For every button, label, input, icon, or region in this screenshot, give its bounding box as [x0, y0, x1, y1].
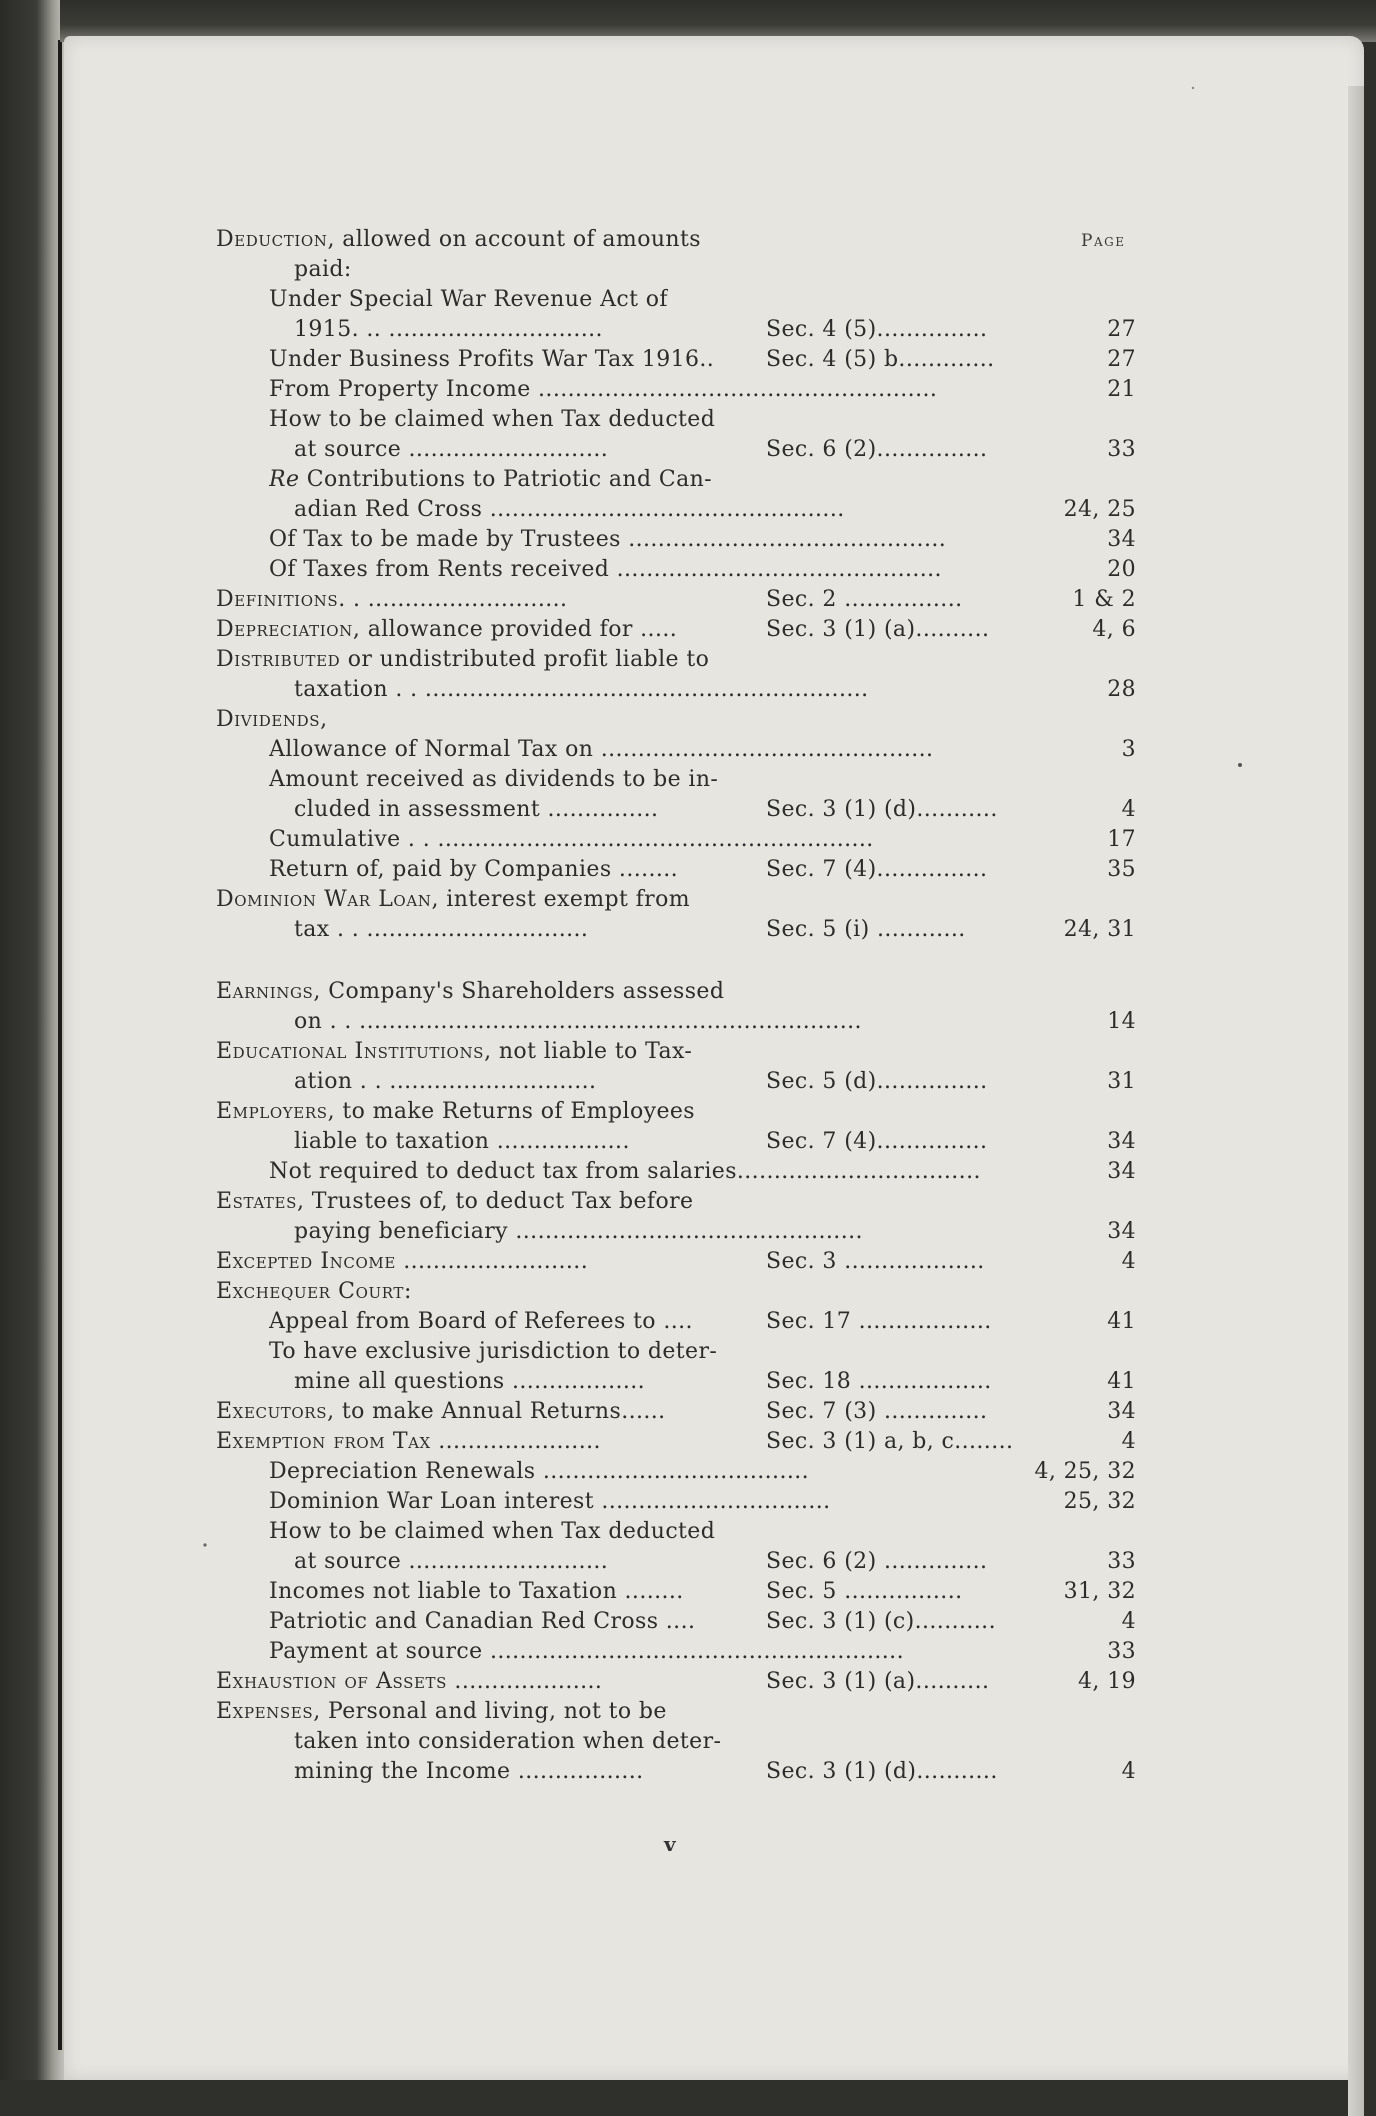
- entry-description: ......................: [430, 1429, 601, 1454]
- page-reference: 34: [1107, 1399, 1136, 1424]
- section-reference: Sec. 3 (1) (c)...........: [766, 1609, 996, 1634]
- entry-description: paid:: [294, 257, 352, 282]
- entry-description: , not liable to Tax-: [484, 1039, 693, 1064]
- entry-text: [269, 735, 933, 765]
- entry-text: [294, 795, 658, 825]
- section-reference: Sec. 7 (4)...............: [766, 857, 988, 882]
- entry-description: cluded in assessment ...............: [294, 797, 659, 822]
- index-entry: [216, 615, 1136, 645]
- index-entry: [216, 315, 1136, 345]
- page-reference: 41: [1107, 1309, 1136, 1334]
- entry-text: [216, 977, 724, 1007]
- page-reference: 24, 25: [1063, 497, 1136, 522]
- page-reference: 4, 19: [1078, 1669, 1136, 1694]
- index-entry: [216, 255, 1136, 285]
- section-reference: Sec. 3 (1) (a)..........: [766, 1669, 990, 1694]
- index-entry: [216, 1247, 1136, 1277]
- section-reference: Sec. 3 ...................: [766, 1249, 985, 1274]
- section-reference: Sec. 3 (1) (a)..........: [766, 617, 990, 642]
- entry-text: [269, 285, 668, 315]
- entry-description: . . ...........................: [338, 587, 568, 612]
- index-entry: [216, 915, 1136, 945]
- index-entry: [216, 525, 1136, 555]
- entry-description: Depreciation Renewals ....................................: [269, 1459, 810, 1484]
- index-entry: [216, 495, 1136, 525]
- entry-description: To have exclusive jurisdiction to deter-: [269, 1339, 718, 1364]
- page-reference: 20: [1107, 557, 1136, 582]
- entry-text: [216, 1037, 692, 1067]
- index-entry: [216, 1157, 1136, 1187]
- entry-text: [269, 405, 715, 435]
- entry-text: [216, 1667, 602, 1697]
- entry-text: [216, 1277, 412, 1307]
- entry-description: , allowed on account of amounts: [327, 227, 701, 252]
- entry-text: [269, 825, 874, 855]
- page-reference: 33: [1107, 1639, 1136, 1664]
- page-reference: 4: [1121, 1609, 1136, 1634]
- entry-description: From Property Income ......................................................: [269, 377, 938, 402]
- section-reference: Sec. 3 (1) a, b, c........: [766, 1429, 1014, 1454]
- entry-description: , interest exempt from: [431, 887, 690, 912]
- entry-text: [216, 615, 677, 645]
- page-reference: 4, 25, 32: [1034, 1459, 1136, 1484]
- page-column-heading: Page: [1081, 231, 1126, 251]
- entry-description: mining the Income .................: [294, 1759, 644, 1784]
- section-reference: Sec. 17 ..................: [766, 1309, 992, 1334]
- entry-description: on . . ....................................................................: [294, 1009, 862, 1034]
- entry-text: [216, 885, 690, 915]
- page-reference: 33: [1107, 1549, 1136, 1574]
- section-reference: Sec. 5 (i) ............: [766, 917, 966, 942]
- entry-text: [216, 585, 567, 615]
- entry-text: [294, 1217, 863, 1247]
- index-entry: [216, 465, 1136, 495]
- entry-description: 1915. .. .............................: [294, 317, 603, 342]
- index-entry: [216, 855, 1136, 885]
- entry-text: [216, 1397, 666, 1427]
- page-reference: 33: [1107, 437, 1136, 462]
- index-entry: [216, 795, 1136, 825]
- entry-text: [216, 705, 328, 735]
- entry-text: [294, 435, 608, 465]
- index-entry: [216, 1397, 1136, 1427]
- entry-description: Not required to deduct tax from salaries.................................: [269, 1159, 981, 1184]
- index-entry: [216, 705, 1136, 735]
- entry-text: [269, 1487, 831, 1517]
- entry-description: adian Red Cross ................................................: [294, 497, 845, 522]
- entry-description: paying beneficiary ...............................................: [294, 1219, 863, 1244]
- index-entry: [216, 1037, 1136, 1067]
- entry-text: [269, 1607, 695, 1637]
- entry-text: [269, 525, 946, 555]
- entry-heading: Deduction: [216, 227, 328, 252]
- entry-text: [269, 1517, 715, 1547]
- page-reference: 3: [1121, 737, 1136, 762]
- section-reference: Sec. 2 ................: [766, 587, 963, 612]
- page-edge: [1348, 86, 1364, 2116]
- entry-heading: Dividends: [216, 707, 321, 732]
- entry-description: Under Business Profits War Tax 1916..: [269, 347, 715, 372]
- entry-description: How to be claimed when Tax deducted: [269, 407, 716, 432]
- entry-text: [216, 1097, 695, 1127]
- index-entry: [216, 675, 1136, 705]
- entry-text: [294, 1127, 630, 1157]
- index-entry: [216, 1697, 1136, 1727]
- entry-description: , Personal and living, not to be: [313, 1699, 667, 1724]
- section-reference: Sec. 3 (1) (d)...........: [766, 1759, 998, 1784]
- entry-description: , to make Returns of Employees: [327, 1099, 695, 1124]
- index-entry: [216, 1187, 1136, 1217]
- index-entry: [216, 1607, 1136, 1637]
- entry-text: [216, 1697, 667, 1727]
- page-reference: 4: [1121, 1759, 1136, 1784]
- index-entry: [216, 585, 1136, 615]
- entry-description: ....................: [447, 1669, 603, 1694]
- index-entry: [216, 1067, 1136, 1097]
- page-reference: 34: [1107, 1129, 1136, 1154]
- entry-heading: Exhaustion of Assets: [216, 1669, 448, 1694]
- index-entry: [216, 1427, 1136, 1457]
- index-entry: [216, 1637, 1136, 1667]
- index-entry: [216, 765, 1136, 795]
- entry-heading: Dominion War Loan: [216, 887, 432, 912]
- entry-description: Cumulative . . ...........................................................: [269, 827, 874, 852]
- index-entry: [216, 405, 1136, 435]
- section-reference: Sec. 6 (2)...............: [766, 437, 988, 462]
- section-reference: Sec. 18 ..................: [766, 1369, 992, 1394]
- index-entry: [216, 1097, 1136, 1127]
- index-entry: [216, 1487, 1136, 1517]
- entry-description: Incomes not liable to Taxation ........: [269, 1579, 684, 1604]
- entry-heading: Employers: [216, 1099, 328, 1124]
- entry-heading: Definitions: [216, 587, 339, 612]
- entry-text: [269, 1157, 981, 1187]
- entry-description: Under Special War Revenue Act of: [269, 287, 668, 312]
- book-binding: [0, 0, 66, 2080]
- index-entry: [216, 225, 1136, 255]
- index-entry: [216, 1217, 1136, 1247]
- entry-description: :: [403, 1279, 412, 1304]
- entry-description: taken into consideration when deter-: [294, 1729, 722, 1754]
- page-reference: 34: [1107, 527, 1136, 552]
- page-reference: 4, 6: [1092, 617, 1136, 642]
- entry-description: Re: [269, 467, 300, 492]
- section-gap: [216, 945, 1136, 977]
- section-reference: Sec. 4 (5)...............: [766, 317, 988, 342]
- entry-heading: Executors: [216, 1399, 328, 1424]
- entry-text: [269, 555, 942, 585]
- section-reference: Sec. 7 (4)...............: [766, 1129, 988, 1154]
- entry-description: Return of, paid by Companies ........: [269, 857, 679, 882]
- page-reference: 34: [1107, 1219, 1136, 1244]
- entry-text: [269, 1307, 693, 1337]
- index-entry: [216, 1667, 1136, 1697]
- page-reference: 25, 32: [1063, 1489, 1136, 1514]
- entry-text: [294, 1007, 862, 1037]
- entry-description: Payment at source ........................................................: [269, 1639, 904, 1664]
- entry-description: , Trustees of, to deduct Tax before: [296, 1189, 694, 1214]
- entry-description: tax . . ..............................: [294, 917, 589, 942]
- entry-text: [269, 765, 718, 795]
- entry-text: [294, 255, 352, 285]
- index-entry: [216, 1127, 1136, 1157]
- entry-description: How to be claimed when Tax deducted: [269, 1519, 716, 1544]
- index-entry: [216, 285, 1136, 315]
- index-entry: [216, 1307, 1136, 1337]
- entry-description: or undistributed profit liable to: [340, 647, 710, 672]
- page-reference: 28: [1107, 677, 1136, 702]
- entry-description: at source ...........................: [294, 1549, 609, 1574]
- page-reference: 4: [1121, 797, 1136, 822]
- entry-heading: Depreciation: [216, 617, 353, 642]
- binding-edge: [58, 40, 62, 2050]
- entry-description: liable to taxation ..................: [294, 1129, 630, 1154]
- entry-heading: Expenses: [216, 1699, 314, 1724]
- page-reference: 35: [1107, 857, 1136, 882]
- entry-heading: Exemption from Tax: [216, 1429, 431, 1454]
- index-entry: [216, 885, 1136, 915]
- entry-text: [294, 1067, 596, 1097]
- entry-description: , allowance provided for .....: [352, 617, 678, 642]
- entry-description: Allowance of Normal Tax on .............................................: [269, 737, 934, 762]
- index-entry: [216, 555, 1136, 585]
- entry-description-cont: Contributions to Patriotic and Can-: [299, 467, 713, 492]
- page-reference: 31: [1107, 1069, 1136, 1094]
- entry-text: [269, 375, 937, 405]
- entry-text: [269, 465, 712, 495]
- entry-description: , to make Annual Returns......: [327, 1399, 666, 1424]
- page-reference: 14: [1107, 1009, 1136, 1034]
- entry-description: at source ...........................: [294, 437, 609, 462]
- index-entry: [216, 645, 1136, 675]
- entry-text: [216, 225, 701, 255]
- entry-text: [269, 1337, 717, 1367]
- entry-text: [216, 1247, 588, 1277]
- page-reference: 27: [1107, 347, 1136, 372]
- entry-description: Appeal from Board of Referees to ....: [269, 1309, 693, 1334]
- page-reference: 41: [1107, 1369, 1136, 1394]
- entry-description: ation . . ............................: [294, 1069, 597, 1094]
- entry-description: .........................: [395, 1249, 589, 1274]
- index-entry: [216, 825, 1136, 855]
- index-entry: [216, 1367, 1136, 1397]
- entry-text: [269, 1457, 809, 1487]
- section-reference: Sec. 4 (5) b.............: [766, 347, 995, 372]
- entry-description: Dominion War Loan interest ...............................: [269, 1489, 831, 1514]
- index-entry: [216, 435, 1136, 465]
- section-reference: Sec. 7 (3) ..............: [766, 1399, 988, 1424]
- index-entry: [216, 977, 1136, 1007]
- section-reference: Sec. 5 ................: [766, 1579, 963, 1604]
- index-entry: [216, 375, 1136, 405]
- entry-text: [269, 1637, 904, 1667]
- index-entry: [216, 1757, 1136, 1787]
- entry-text: [294, 495, 845, 525]
- entry-text: [294, 1727, 721, 1757]
- entry-description: Of Taxes from Rents received ............................................: [269, 557, 942, 582]
- page-reference: 4: [1121, 1429, 1136, 1454]
- entry-heading: Distributed: [216, 647, 341, 672]
- section-reference: Sec. 6 (2) ..............: [766, 1549, 988, 1574]
- section-reference: Sec. 5 (d)...............: [766, 1069, 988, 1094]
- entry-description: taxation . . ............................................................: [294, 677, 869, 702]
- entry-text: [294, 1547, 608, 1577]
- entry-description: mine all questions ..................: [294, 1369, 646, 1394]
- index-entry: [216, 1517, 1136, 1547]
- page-reference: 1 & 2: [1072, 587, 1136, 612]
- entry-text: [216, 1187, 693, 1217]
- page-reference: 34: [1107, 1159, 1136, 1184]
- index-entry: [216, 1457, 1136, 1487]
- index-entry: [216, 345, 1136, 375]
- entry-text: [269, 345, 714, 375]
- page-reference: 21: [1107, 377, 1136, 402]
- index-list: [216, 225, 1136, 1787]
- index-entry: [216, 1727, 1136, 1757]
- entry-description: Amount received as dividends to be in-: [269, 767, 719, 792]
- index-entry: [216, 1547, 1136, 1577]
- page-reference: 24, 31: [1063, 917, 1136, 942]
- page-reference: 17: [1107, 827, 1136, 852]
- page-number: v: [664, 1832, 676, 1856]
- section-reference: Sec. 3 (1) (d)...........: [766, 797, 998, 822]
- page-reference: 27: [1107, 317, 1136, 342]
- entry-heading: Estates: [216, 1189, 297, 1214]
- entry-text: [294, 315, 603, 345]
- entry-text: [294, 915, 588, 945]
- entry-heading: Exchequer Court: [216, 1279, 404, 1304]
- entry-heading: Earnings: [216, 979, 314, 1004]
- index-entry: [216, 1577, 1136, 1607]
- entry-text: [269, 1577, 684, 1607]
- page-reference: 4: [1121, 1249, 1136, 1274]
- entry-heading: Educational Institutions: [216, 1039, 485, 1064]
- entry-description: ,: [320, 707, 328, 732]
- index-entry: [216, 1337, 1136, 1367]
- entry-description: Patriotic and Canadian Red Cross ....: [269, 1609, 696, 1634]
- entry-text: [216, 1427, 601, 1457]
- entry-text: [294, 675, 869, 705]
- entry-text: [269, 855, 678, 885]
- entry-text: [216, 645, 709, 675]
- entry-description: Of Tax to be made by Trustees ...........................................: [269, 527, 947, 552]
- entry-text: [294, 1757, 644, 1787]
- index-entry: [216, 1007, 1136, 1037]
- entry-text: [294, 1367, 645, 1397]
- entry-heading: Excepted Income: [216, 1249, 396, 1274]
- index-entry: [216, 735, 1136, 765]
- page-reference: 31, 32: [1063, 1579, 1136, 1604]
- entry-description: , Company's Shareholders assessed: [313, 979, 725, 1004]
- index-entry: [216, 1277, 1136, 1307]
